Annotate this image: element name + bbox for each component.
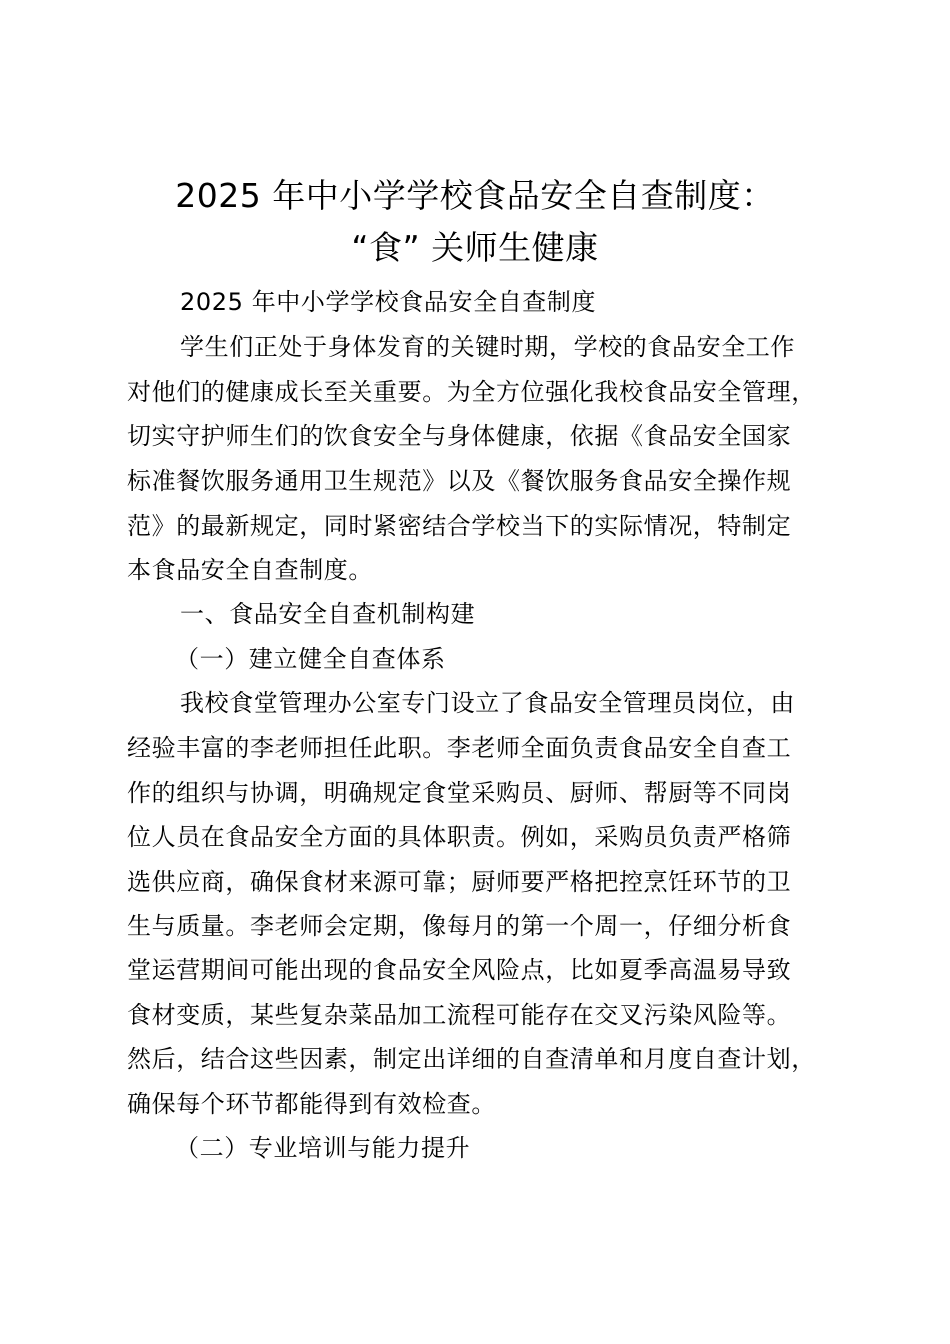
paragraph-2-line-6: 生与质量。李老师会定期，像每月的第一个周一，仔细分析食 [127,912,792,940]
paragraph-1-line-5: 范》的最新规定，同时紧密结合学校当下的实际情况，特制定 [127,512,792,540]
paragraph-2-line-5: 选供应商，确保食材来源可靠；厨师要严格把控烹饪环节的卫 [127,868,792,896]
subsection-1-heading: （一）建立健全自查体系 [175,645,446,673]
document-title-line-1: 2025 年中小学学校食品安全自查制度： [175,176,775,215]
section-1-heading: 一、食品安全自查机制构建 [180,600,476,628]
paragraph-1-line-3: 切实守护师生们的饮食安全与身体健康，依据《食品安全国家 [127,422,792,450]
paragraph-2-line-3: 作的组织与协调，明确规定食堂采购员、厨师、帮厨等不同岗 [127,779,792,807]
paragraph-2-line-7: 堂运营期间可能出现的食品安全风险点，比如夏季高温易导致 [127,956,792,984]
paragraph-2-line-9: 然后，结合这些因素，制定出详细的自查清单和月度自查计划， [127,1045,816,1073]
paragraph-2-line-1: 我校食堂管理办公室专门设立了食品安全管理员岗位，由 [180,689,795,717]
paragraph-2-line-8: 食材变质，某些复杂菜品加工流程可能存在交叉污染风险等。 [127,1001,792,1029]
subsection-2-heading: （二）专业培训与能力提升 [175,1134,471,1162]
paragraph-2-line-2: 经验丰富的李老师担任此职。李老师全面负责食品安全自查工 [127,734,792,762]
paragraph-1-line-1: 学生们正处于身体发育的关键时期，学校的食品安全工作 [180,333,795,361]
paragraph-1-line-2: 对他们的健康成长至关重要。为全方位强化我校食品安全管理， [127,378,816,406]
paragraph-1-line-6: 本食品安全自查制度。 [127,556,373,584]
paragraph-2-line-10: 确保每个环节都能得到有效检查。 [127,1090,496,1118]
paragraph-2-line-4: 位人员在食品安全方面的具体职责。例如，采购员负责严格筛 [127,823,792,851]
paragraph-1-line-4: 标准餐饮服务通用卫生规范》以及《餐饮服务食品安全操作规 [127,467,792,495]
document-title-line-2: “食” 关师生健康 [351,228,599,267]
document-subtitle: 2025 年中小学学校食品安全自查制度 [180,288,597,316]
